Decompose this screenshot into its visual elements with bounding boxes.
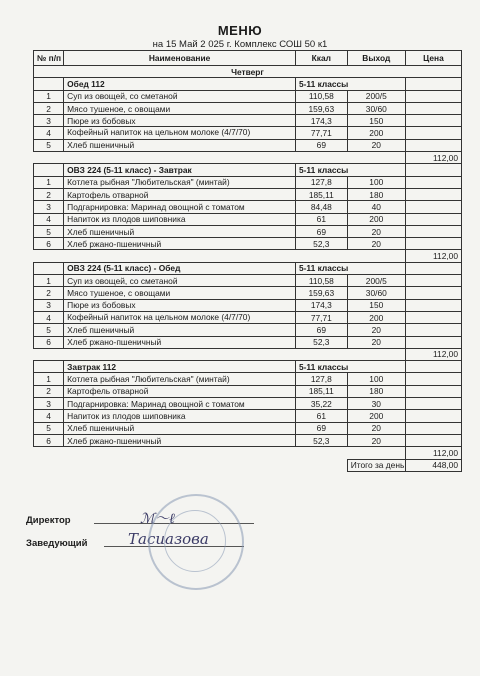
table-row xyxy=(34,434,462,446)
item-output: 20 xyxy=(347,139,405,151)
item-name: Напиток из плодов шиповника xyxy=(64,410,296,422)
item-kcal: 185,11 xyxy=(295,188,347,200)
item-output: 150 xyxy=(347,299,405,311)
item-output: 20 xyxy=(347,434,405,446)
item-kcal: 77,71 xyxy=(295,127,347,139)
section-title: ОВЗ 224 (5-11 класс) - Обед xyxy=(64,262,296,274)
item-kcal: 69 xyxy=(295,324,347,336)
item-price xyxy=(405,238,461,250)
item-price xyxy=(405,225,461,237)
table-row xyxy=(34,373,462,385)
item-kcal: 185,11 xyxy=(295,385,347,397)
section-classes: 5-11 классы xyxy=(295,262,405,274)
item-price xyxy=(405,115,461,127)
stamp-icon xyxy=(148,494,244,590)
item-output: 200 xyxy=(347,213,405,225)
table-row xyxy=(34,422,462,434)
day-total-spacer xyxy=(34,459,348,471)
item-price xyxy=(405,410,461,422)
item-name: Хлеб ржано-пшеничный xyxy=(64,434,296,446)
item-kcal: 61 xyxy=(295,213,347,225)
item-kcal: 35,22 xyxy=(295,398,347,410)
item-name: Пюре из бобовых xyxy=(64,299,296,311)
item-kcal: 52,3 xyxy=(295,238,347,250)
section-price-cell xyxy=(405,164,461,176)
day-total-value: 448,00 xyxy=(405,459,461,471)
item-kcal: 61 xyxy=(295,410,347,422)
item-kcal: 110,58 xyxy=(295,90,347,102)
table-row xyxy=(34,299,462,311)
item-number: 4 xyxy=(34,127,64,139)
total-spacer xyxy=(34,152,406,164)
item-name: Хлеб ржано-пшеничный xyxy=(64,336,296,348)
day-row xyxy=(34,66,462,78)
item-name: Котлета рыбная "Любительская" (минтай) xyxy=(64,373,296,385)
item-price xyxy=(405,398,461,410)
section-spacer xyxy=(34,262,64,274)
item-output: 180 xyxy=(347,188,405,200)
table-row xyxy=(34,90,462,102)
item-output: 150 xyxy=(347,115,405,127)
item-kcal: 159,63 xyxy=(295,102,347,114)
section-classes: 5-11 классы xyxy=(295,164,405,176)
item-kcal: 127,8 xyxy=(295,176,347,188)
item-name: Пюре из бобовых xyxy=(64,115,296,127)
item-price xyxy=(405,373,461,385)
section-classes: 5-11 классы xyxy=(295,361,405,373)
table-row xyxy=(34,201,462,213)
table-row xyxy=(34,139,462,151)
menu-table xyxy=(33,50,462,472)
item-number: 5 xyxy=(34,139,64,151)
item-name: Мясо тушеное, с овощами xyxy=(64,102,296,114)
table-row xyxy=(34,324,462,336)
item-output: 30 xyxy=(347,398,405,410)
item-output: 30/60 xyxy=(347,287,405,299)
item-output: 200 xyxy=(347,127,405,139)
total-spacer xyxy=(34,348,406,360)
item-price xyxy=(405,336,461,348)
table-row xyxy=(34,127,462,139)
item-name: Подгарнировка: Маринад овощной с томатом xyxy=(64,398,296,410)
item-kcal: 84,48 xyxy=(295,201,347,213)
section-spacer xyxy=(34,164,64,176)
item-price xyxy=(405,275,461,287)
section-header-row xyxy=(34,164,462,176)
section-total-row xyxy=(34,250,462,262)
table-row xyxy=(34,188,462,200)
table-row xyxy=(34,311,462,323)
col-header-output: Выход xyxy=(347,51,405,66)
item-kcal: 127,8 xyxy=(295,373,347,385)
table-row xyxy=(34,176,462,188)
table-header-row xyxy=(34,51,462,66)
item-kcal: 69 xyxy=(295,225,347,237)
item-price xyxy=(405,422,461,434)
section-total-row xyxy=(34,348,462,360)
table-row xyxy=(34,398,462,410)
item-kcal: 174,3 xyxy=(295,299,347,311)
item-name: Хлеб пшеничный xyxy=(64,225,296,237)
section-total-row xyxy=(34,447,462,459)
item-output: 200 xyxy=(347,410,405,422)
item-number: 3 xyxy=(34,115,64,127)
item-name: Котлета рыбная "Любительская" (минтай) xyxy=(64,176,296,188)
item-number: 1 xyxy=(34,90,64,102)
table-row xyxy=(34,213,462,225)
col-header-name: Наименование xyxy=(64,51,296,66)
item-kcal: 69 xyxy=(295,422,347,434)
item-name: Хлеб пшеничный xyxy=(64,139,296,151)
item-number: 5 xyxy=(34,324,64,336)
item-price xyxy=(405,127,461,139)
table-row xyxy=(34,336,462,348)
item-kcal: 77,71 xyxy=(295,311,347,323)
section-price-cell xyxy=(405,361,461,373)
section-total: 112,00 xyxy=(405,250,461,262)
table-row xyxy=(34,115,462,127)
item-price xyxy=(405,385,461,397)
total-spacer xyxy=(34,250,406,262)
section-title: ОВЗ 224 (5-11 класс) - Завтрак xyxy=(64,164,296,176)
col-header-number: № п/п xyxy=(34,51,64,66)
item-price xyxy=(405,311,461,323)
item-name: Хлеб пшеничный xyxy=(64,422,296,434)
table-row xyxy=(34,385,462,397)
total-spacer xyxy=(34,447,406,459)
item-output: 20 xyxy=(347,238,405,250)
manager-signature-icon: Тасиазова xyxy=(128,530,209,548)
item-number: 4 xyxy=(34,410,64,422)
day-total-label: Итого за день xyxy=(347,459,405,471)
item-price xyxy=(405,188,461,200)
director-label: Директор xyxy=(26,515,71,526)
item-output: 100 xyxy=(347,373,405,385)
table-row xyxy=(34,225,462,237)
item-number: 2 xyxy=(34,385,64,397)
item-name: Суп из овощей, со сметаной xyxy=(64,275,296,287)
item-price xyxy=(405,213,461,225)
item-name: Картофель отварной xyxy=(64,385,296,397)
item-price xyxy=(405,102,461,114)
item-output: 20 xyxy=(347,422,405,434)
item-output: 200/5 xyxy=(347,275,405,287)
item-name: Суп из овощей, со сметаной xyxy=(64,90,296,102)
item-name: Подгарнировка: Маринад овощной с томатом xyxy=(64,201,296,213)
item-number: 3 xyxy=(34,201,64,213)
item-name: Картофель отварной xyxy=(64,188,296,200)
table-row xyxy=(34,287,462,299)
item-kcal: 159,63 xyxy=(295,287,347,299)
director-signature-icon: ℳ〜ℓ xyxy=(140,511,175,527)
table-row xyxy=(34,238,462,250)
table-row xyxy=(34,275,462,287)
item-price xyxy=(405,139,461,151)
item-number: 2 xyxy=(34,188,64,200)
item-price xyxy=(405,176,461,188)
section-header-row xyxy=(34,78,462,90)
item-output: 100 xyxy=(347,176,405,188)
section-title: Завтрак 112 xyxy=(64,361,296,373)
item-number: 4 xyxy=(34,213,64,225)
item-name: Кофейный напиток на цельном молоке (4/7/70) xyxy=(64,127,296,139)
table-row xyxy=(34,410,462,422)
item-kcal: 110,58 xyxy=(295,275,347,287)
item-kcal: 52,3 xyxy=(295,336,347,348)
menu-title: МЕНЮ xyxy=(217,23,263,38)
section-classes: 5-11 классы xyxy=(295,78,405,90)
table-row xyxy=(34,102,462,114)
section-header-row xyxy=(34,361,462,373)
item-number: 1 xyxy=(34,176,64,188)
section-total: 112,00 xyxy=(405,152,461,164)
item-output: 20 xyxy=(347,336,405,348)
item-output: 200 xyxy=(347,311,405,323)
item-output: 200/5 xyxy=(347,90,405,102)
section-header-row xyxy=(34,262,462,274)
section-total: 112,00 xyxy=(405,348,461,360)
item-kcal: 52,3 xyxy=(295,434,347,446)
day-label: Четверг xyxy=(34,66,462,78)
section-total-row xyxy=(34,152,462,164)
item-kcal: 69 xyxy=(295,139,347,151)
item-number: 6 xyxy=(34,434,64,446)
item-price xyxy=(405,299,461,311)
item-name: Хлеб пшеничный xyxy=(64,324,296,336)
item-output: 180 xyxy=(347,385,405,397)
item-number: 3 xyxy=(34,299,64,311)
col-header-kcal: Ккал xyxy=(295,51,347,66)
section-title: Обед 112 xyxy=(64,78,296,90)
section-spacer xyxy=(34,361,64,373)
item-output: 40 xyxy=(347,201,405,213)
item-number: 6 xyxy=(34,238,64,250)
item-number: 5 xyxy=(34,225,64,237)
item-number: 2 xyxy=(34,287,64,299)
item-price xyxy=(405,201,461,213)
section-price-cell xyxy=(405,78,461,90)
item-number: 5 xyxy=(34,422,64,434)
item-name: Кофейный напиток на цельном молоке (4/7/70) xyxy=(64,311,296,323)
item-kcal: 174,3 xyxy=(295,115,347,127)
item-number: 6 xyxy=(34,336,64,348)
day-total-row xyxy=(34,459,462,471)
item-price xyxy=(405,90,461,102)
section-spacer xyxy=(34,78,64,90)
manager-label: Заведующий xyxy=(26,538,88,549)
item-number: 4 xyxy=(34,311,64,323)
item-number: 3 xyxy=(34,398,64,410)
item-output: 30/60 xyxy=(347,102,405,114)
item-number: 1 xyxy=(34,275,64,287)
item-output: 20 xyxy=(347,324,405,336)
item-name: Мясо тушеное, с овощами xyxy=(64,287,296,299)
item-name: Хлеб ржано-пшеничный xyxy=(64,238,296,250)
col-header-price: Цена xyxy=(405,51,461,66)
menu-subtitle: на 15 Май 2 025 г. Комплекс СОШ 50 к1 xyxy=(152,39,328,50)
item-number: 1 xyxy=(34,373,64,385)
item-output: 20 xyxy=(347,225,405,237)
item-price xyxy=(405,434,461,446)
section-total: 112,00 xyxy=(405,447,461,459)
section-price-cell xyxy=(405,262,461,274)
item-price xyxy=(405,324,461,336)
item-number: 2 xyxy=(34,102,64,114)
item-name: Напиток из плодов шиповника xyxy=(64,213,296,225)
item-price xyxy=(405,287,461,299)
